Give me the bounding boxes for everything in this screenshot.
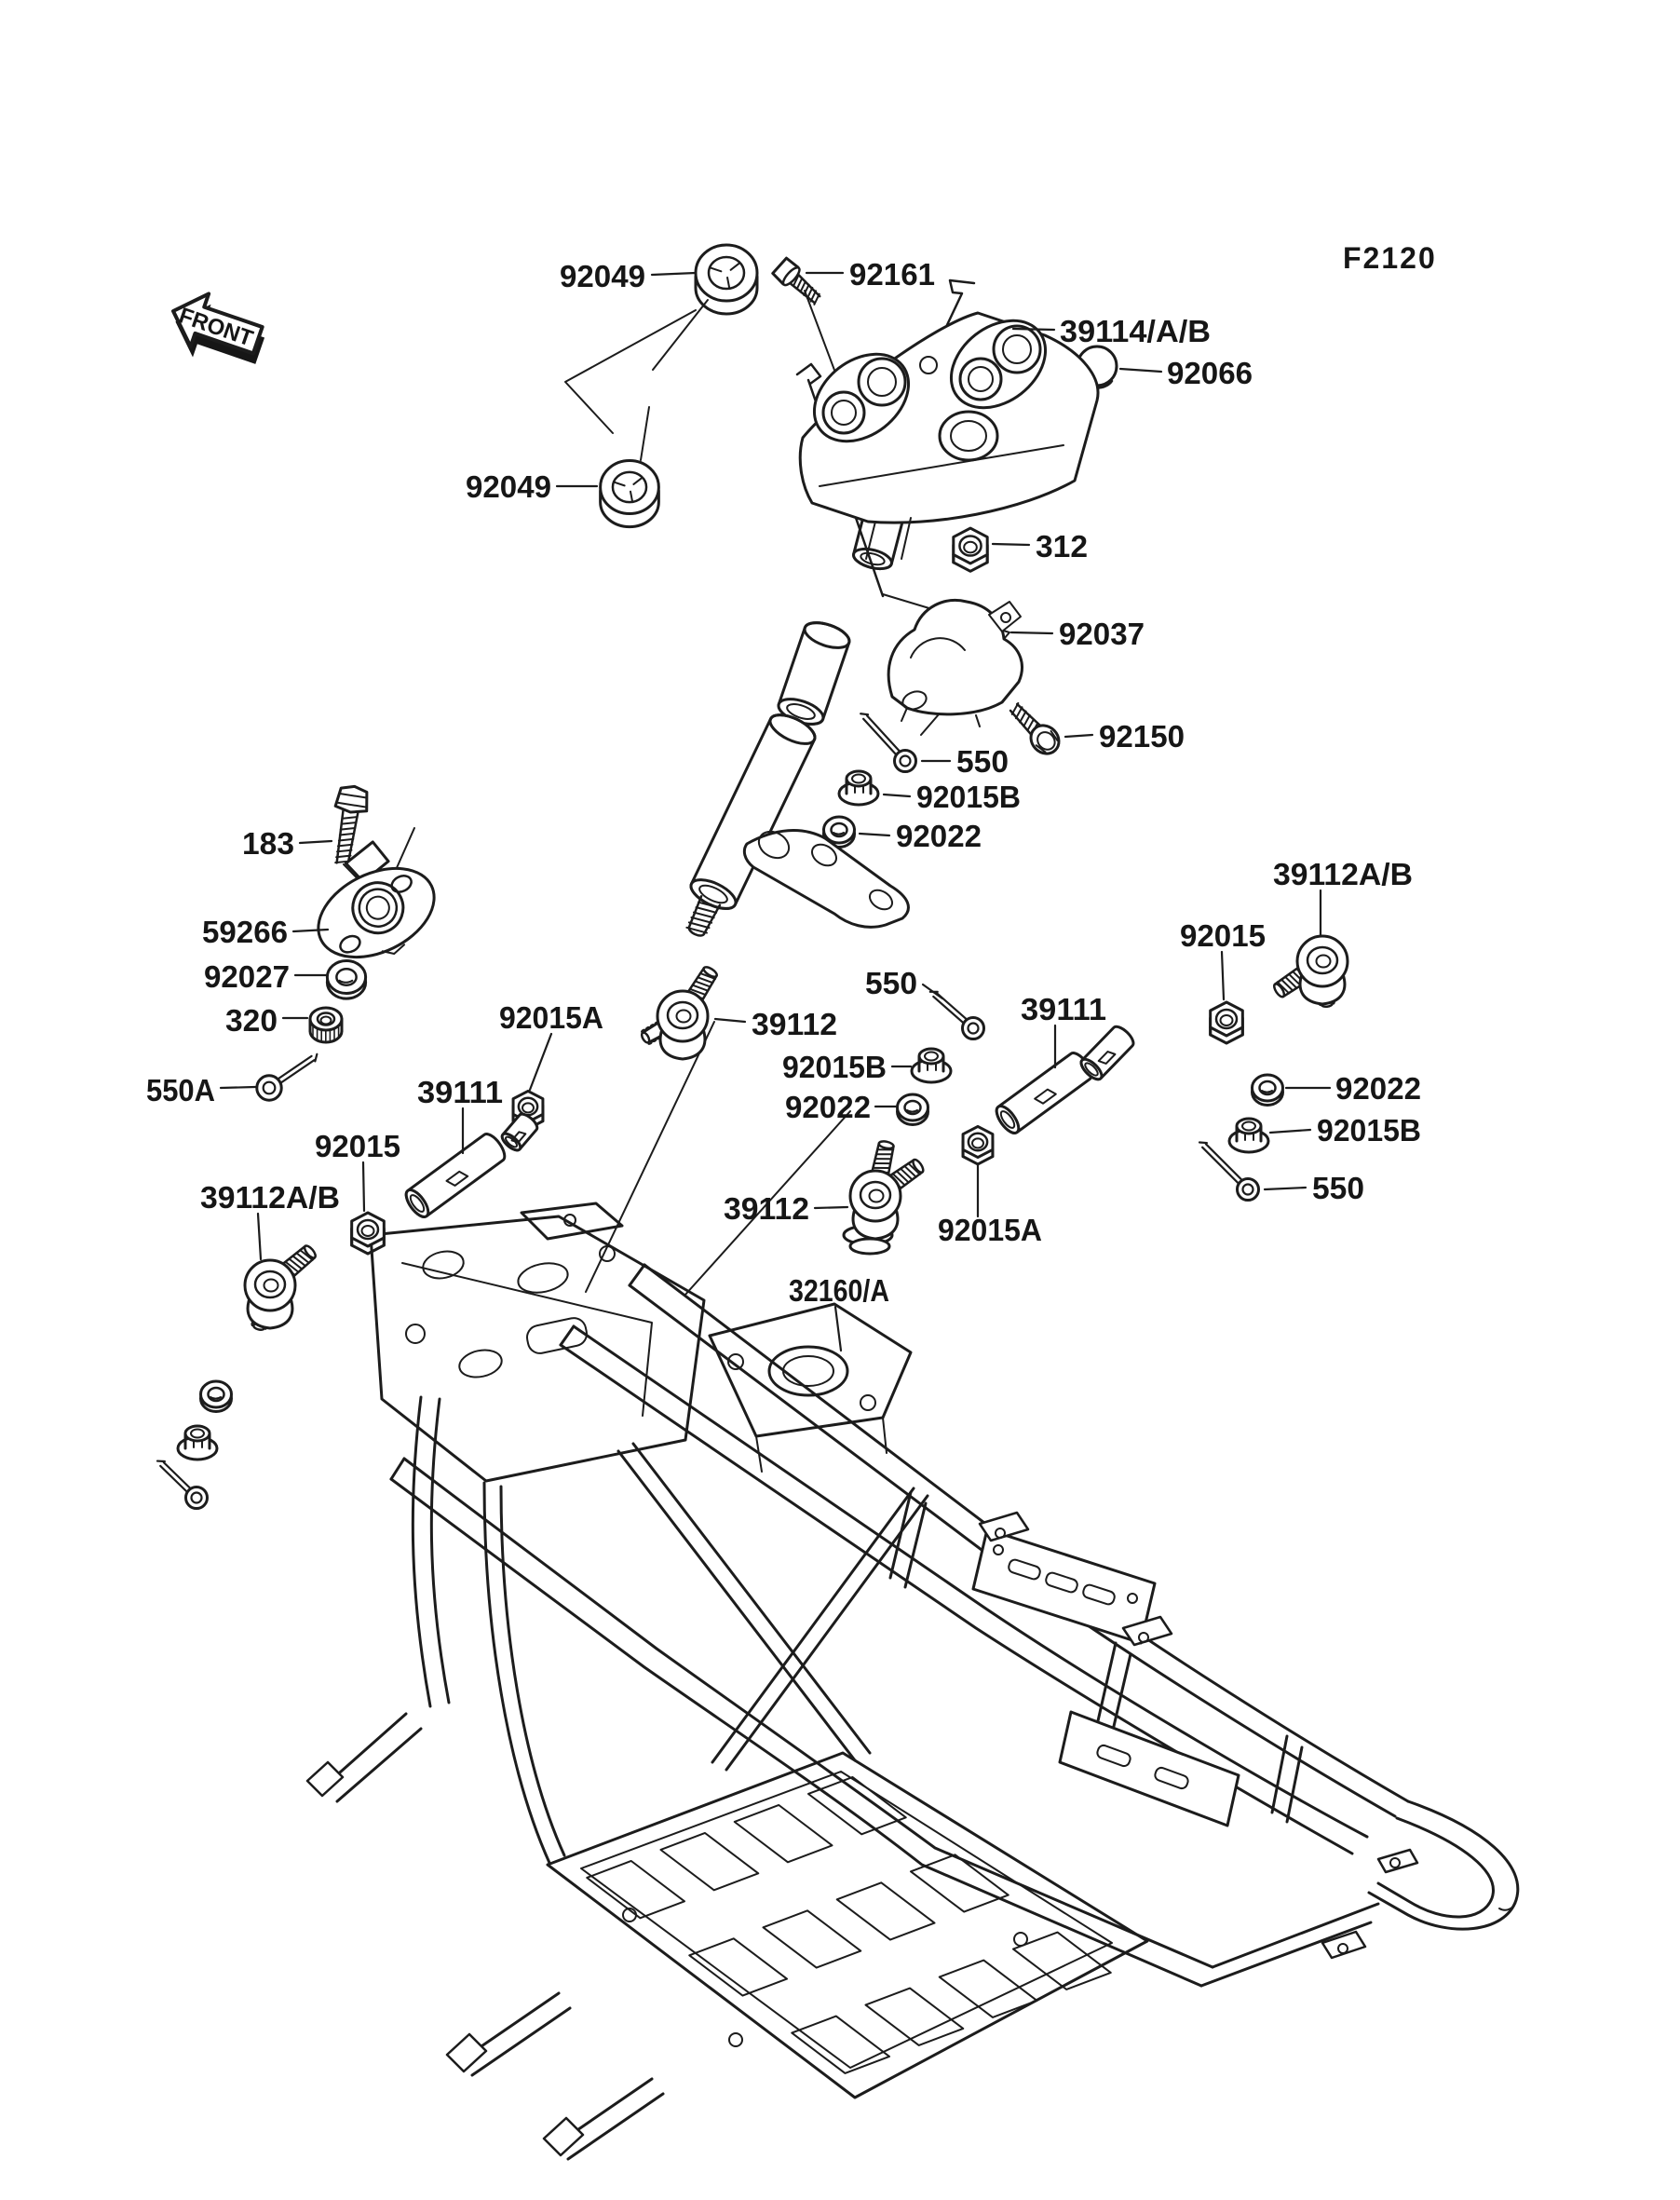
front-arrow <box>161 285 272 377</box>
balljoint-body <box>844 1140 926 1254</box>
part-pin-550-mid <box>930 992 984 1039</box>
part-nut-92015-right <box>1211 1002 1243 1043</box>
cotter-pin-body <box>157 1461 208 1509</box>
cotter-pin-body <box>930 992 984 1039</box>
part-washer-92027 <box>327 961 365 999</box>
part-label-39112ab-left: 39112A/B <box>200 1180 340 1215</box>
part-label-92015-right: 92015 <box>1180 918 1266 953</box>
part-label-92161: 92161 <box>849 257 935 292</box>
part-washer-92022-mid <box>898 1094 928 1125</box>
front-arrow-label: FRONT <box>175 303 257 352</box>
part-nut-92015a-bottom <box>963 1126 993 1163</box>
leader-39114ab <box>1013 329 1054 330</box>
part-label-92015b-mid: 92015B <box>782 1050 887 1084</box>
washer-body <box>201 1381 232 1412</box>
cotter-pin-body <box>257 1054 318 1100</box>
part-label-92066: 92066 <box>1167 356 1253 390</box>
part-label-39114ab: 39114/A/B <box>1060 314 1211 348</box>
part-label-320: 320 <box>225 1003 278 1038</box>
part-label-550-right: 550 <box>1312 1171 1364 1205</box>
flangednut-body <box>912 1049 951 1082</box>
part-knurlnut-320 <box>310 1008 342 1042</box>
part-bushing-92049-lower <box>601 461 659 527</box>
part-label-39112ab-right: 39112A/B <box>1273 857 1413 891</box>
part-label-92015a-left: 92015A <box>499 1000 603 1035</box>
hexnut-body <box>963 1126 993 1163</box>
part-nut-92015-left <box>352 1213 385 1254</box>
part-washer-92022-right <box>1253 1075 1283 1106</box>
part-flangednut-92015b-top <box>839 771 878 805</box>
part-label-550a: 550A <box>146 1073 215 1107</box>
part-label-92150: 92150 <box>1099 719 1185 754</box>
part-holder-59266 <box>292 827 451 980</box>
flangednut-body <box>839 771 878 805</box>
hexnut-body <box>954 528 987 571</box>
holder-body <box>292 827 451 980</box>
leader-92049-top <box>652 273 696 275</box>
leader-92066 <box>1120 369 1161 372</box>
part-label-92027: 92027 <box>204 959 290 994</box>
leader-92015-left <box>363 1162 364 1211</box>
leader-92015b-top <box>884 794 910 796</box>
leader-92037 <box>1011 632 1052 633</box>
part-flangednut-92015b-right <box>1229 1119 1268 1152</box>
balljoint-body <box>639 965 719 1059</box>
flangednut-body <box>178 1426 217 1460</box>
part-pin-550a <box>257 1054 318 1100</box>
knurlnut-body <box>310 1008 342 1042</box>
part-label-92015b-top: 92015B <box>916 780 1021 814</box>
washer-body <box>1253 1075 1283 1106</box>
cotter-pin-body <box>860 713 915 771</box>
washer-body <box>898 1094 928 1125</box>
part-tierod-39111-left <box>402 1131 508 1220</box>
stem-clamp-92037 <box>888 600 1022 727</box>
part-label-92049-top: 92049 <box>560 259 645 293</box>
hexnut-body <box>352 1213 385 1254</box>
part-label-39111-right: 39111 <box>1021 992 1106 1026</box>
leader-550a <box>221 1087 255 1088</box>
part-label-39111-left: 39111 <box>417 1075 503 1109</box>
part-pin-550-leftbottom <box>157 1461 208 1509</box>
part-bolt-92150 <box>1005 699 1065 759</box>
part-label-32160a: 32160/A <box>789 1273 889 1308</box>
part-balljoint-39112ab-right <box>1272 936 1348 1008</box>
part-label-39112-bottom: 39112 <box>724 1191 809 1226</box>
part-balljoint-39112-bottom <box>844 1140 926 1254</box>
leader-550-right <box>1265 1188 1306 1189</box>
hexnut-body <box>1211 1002 1243 1043</box>
leader-39112-bottom <box>815 1207 847 1208</box>
leader-92022-top <box>860 834 889 835</box>
bolt-body <box>772 257 825 308</box>
flangednut-body <box>1229 1119 1268 1152</box>
leader-39112-midleft <box>715 1019 745 1022</box>
part-label-183: 183 <box>242 826 294 861</box>
part-label-59266: 59266 <box>202 915 288 949</box>
figure-code: F2120 <box>1343 241 1437 275</box>
leader-92015a-left <box>530 1034 551 1090</box>
hardware-parts-layer <box>157 245 1348 1509</box>
part-flangednut-92015b-mid <box>912 1049 951 1082</box>
tube-body <box>1078 1024 1137 1083</box>
part-label-92015a-bottom: 92015A <box>938 1213 1042 1247</box>
leader-183 <box>300 841 332 843</box>
tube-body <box>776 618 853 728</box>
part-label-92015b-right: 92015B <box>1317 1113 1421 1148</box>
part-label-312: 312 <box>1036 529 1088 564</box>
steering-bracket-39114 <box>797 303 1098 559</box>
part-balljoint-39112-midleft <box>639 965 719 1059</box>
bushing-body <box>601 461 659 527</box>
balljoint-body <box>245 1243 318 1332</box>
part-label-92049-low: 92049 <box>466 469 551 504</box>
part-tierod-39111-right-cap <box>1078 1024 1137 1083</box>
part-label-92022-right: 92022 <box>1335 1071 1421 1106</box>
part-pin-550-top <box>860 713 915 771</box>
leader-39112ab-left <box>258 1214 261 1259</box>
part-label-550-mid: 550 <box>865 966 917 1000</box>
part-label-92022-mid: 92022 <box>785 1090 871 1124</box>
balljoint-body <box>1272 936 1348 1008</box>
part-bolt-92161 <box>772 257 825 308</box>
leader-92150 <box>1065 735 1092 737</box>
part-nut-312 <box>954 528 987 571</box>
part-flangednut-92015b-leftbottom <box>178 1426 217 1460</box>
bolt-body <box>1005 699 1065 759</box>
part-stem-tube-middle <box>776 618 853 728</box>
washer-body <box>327 961 365 999</box>
tube-body <box>402 1131 508 1220</box>
part-label-92022-top: 92022 <box>896 819 982 853</box>
part-balljoint-39112ab-left <box>245 1243 318 1332</box>
part-label-92037: 92037 <box>1059 617 1145 651</box>
leader-92015-right <box>1222 952 1224 999</box>
part-label-92015-left: 92015 <box>315 1129 400 1163</box>
part-label-39112-midleft: 39112 <box>752 1007 837 1041</box>
leader-92015b-right <box>1270 1130 1310 1133</box>
part-label-550-top: 550 <box>956 744 1009 779</box>
leader-312 <box>993 544 1029 545</box>
steering-arm-plate <box>744 826 908 927</box>
part-washer-92022-leftbottom <box>201 1381 232 1412</box>
frame-art <box>307 1203 1518 2159</box>
